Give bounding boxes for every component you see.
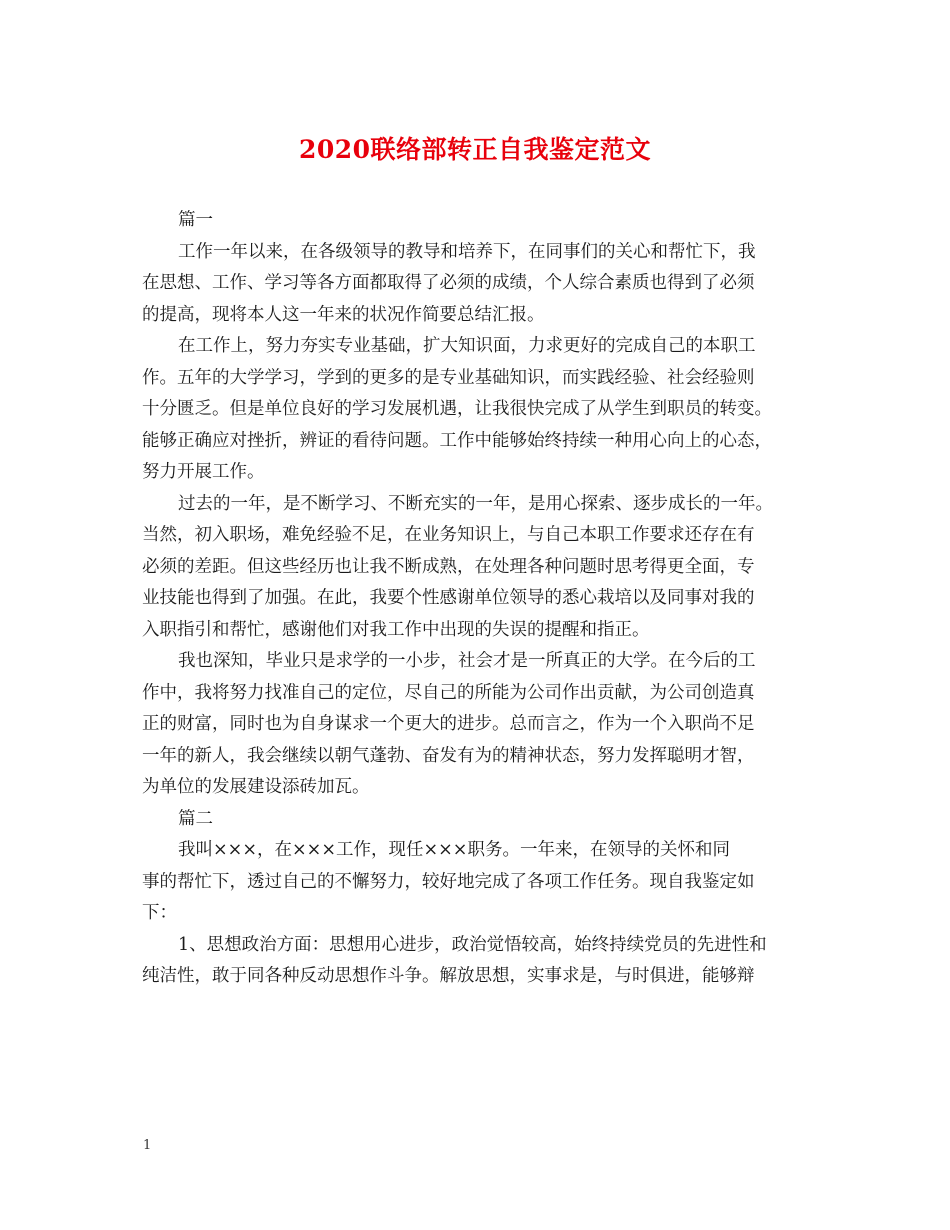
text-line: 业技能也得到了加强。在此，我要个性感谢单位领导的悉心栽培以及同事对我的 (142, 588, 755, 608)
text-line: 篇二 (178, 808, 213, 829)
text-line: 我也深知，毕业只是求学的一小步，社会才是一所真正的大学。在今后的工 (178, 651, 756, 671)
text-line: 事的帮忙下，透过自己的不懈努力，较好地完成了各项工作任务。现自我鉴定如 (142, 871, 755, 892)
text-line: 1、思想政治方面：思想用心进步，政治觉悟较高，始终持续党员的先进性和 (178, 934, 767, 955)
text-line: 为单位的发展建设添砖加瓦。 (142, 777, 370, 797)
text-line: 作中，我将努力找准自己的定位，尽自己的所能为公司作出贡献，为公司创造真 (142, 682, 755, 703)
text-line: 过去的一年，是不断学习、不断充实的一年，是用心探索、逐步成长的一年。 (178, 493, 773, 514)
document-body (142, 205, 822, 993)
page-number: 1 (143, 1138, 152, 1153)
text-line: 篇一 (178, 210, 213, 230)
text-line: 在思想、工作、学习等各方面都取得了必须的成绩，个人综合素质也得到了必须 (142, 273, 755, 293)
text-line: 入职指引和帮忙，感谢他们对我工作中出现的失误的提醒和指正。 (142, 619, 650, 640)
text-line: 正的财富，同时也为自身谋求一个更大的进步。总而言之，作为一个入职尚不足 (142, 714, 755, 734)
text-line: 下： (142, 903, 177, 923)
text-line: 必须的差距。但这些经历也让我不断成熟，在处理各种问题时思考得更全面，专 (142, 556, 755, 577)
text-line: 工作一年以来，在各级领导的教导和培养下，在同事们的关心和帮忙下，我 (178, 241, 756, 262)
text-line: 作。五年的大学学习，学到的更多的是专业基础知识，而实践经验、社会经验则 (142, 367, 755, 388)
text-line: 十分匮乏。但是单位良好的学习发展机遇，让我很快完成了从学生到职员的转变。 (142, 399, 772, 419)
text-line: 在工作上，努力夯实专业基础，扩大知识面，力求更好的完成自己的本职工 (178, 336, 756, 356)
text-line: 我叫×××，在×××工作，现任×××职务。一年来，在领导的关怀和同 (178, 840, 730, 860)
text-line: 纯洁性，敢于同各种反动思想作斗争。解放思想，实事求是，与时俱进，能够辩 (142, 966, 755, 986)
text-line: 能够正确应对挫折，辨证的看待问题。工作中能够始终持续一种用心向上的心态， (142, 430, 772, 451)
document-title: 2020联络部转正自我鉴定范文 (298, 135, 652, 164)
text-line: 一年的新人，我会继续以朝气蓬勃、奋发有为的精神状态，努力发挥聪明才智， (142, 745, 755, 766)
text-line: 努力开展工作。 (142, 462, 265, 482)
text-line: 的提高，现将本人这一年来的状况作简要总结汇报。 (142, 304, 545, 325)
text-line: 当然，初入职场，难免经验不足，在业务知识上，与自己本职工作要求还存在有 (142, 525, 755, 545)
